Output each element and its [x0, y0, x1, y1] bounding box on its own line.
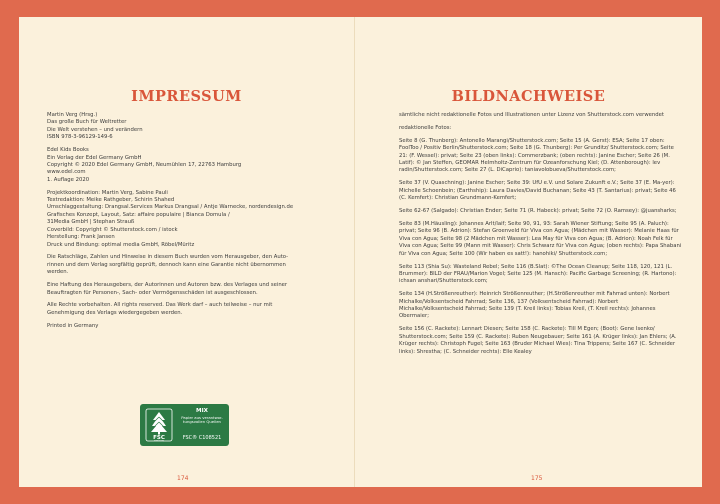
page-number: 175 [531, 475, 543, 482]
impressum-line: 31Media GmbH | Stephan Strauß [47, 219, 135, 226]
impressum-line: Das große Buch für Weltretter [47, 119, 127, 126]
impressum-line: Druck und Bindung: optimal media GmbH, Röbel/Müritz [47, 241, 195, 248]
impressum-line: Copyright © 2020 Edel Germany GmbH, Neumühlen 17, 22763 Hamburg [47, 161, 242, 168]
fsc-tree-logo-icon [145, 408, 173, 442]
fsc-license-code: FSC® C108521 [182, 435, 222, 441]
fsc-url: www.fsc.org [154, 441, 164, 442]
impressum-heading: IMPRESSUM [131, 88, 242, 105]
impressum-block [47, 147, 329, 184]
fsc-label [140, 404, 229, 446]
impressum-line: rinnen und dem Verlag sorgfältig geprüft, dennoch kann eine Garantie nicht übernommen [47, 261, 286, 268]
impressum-line: Herstellung: Frank Jansen [47, 234, 115, 241]
credit-paragraph: Seite 134 (H.Strößenreuther): Heinrich Strößenreuther; (H.Strößenreuther mit Fahrrad unten): Norbert Michalke/Volksentscheid Fahrrad; Seite 136, 137 (Volksentscheid Fahrrad): Norbert Michalke/Volksentscheid Fahrrad; Seite 139 (T. Kreil links): Tobias Kreil, (T. Kreil rechts): Johannes Obermaier; [399, 291, 670, 320]
impressum-line: Textredaktion: Meike Rathgeber, Schirin Shahed [47, 197, 175, 204]
page-number: 174 [177, 475, 189, 482]
credit-paragraph: sämtliche nicht redaktionelle Fotos und Illustrationen unter Lizenz von Shutterstock.com verwendet [399, 112, 664, 118]
fsc-desc-line: tungsvollen Quellen [183, 419, 221, 425]
credit-paragraph: Seite 37 (V. Quaschning): Janine Escher; Seite 39: UfU e.V. und Solare Zukunft e.V.; Seite 37 (E. Ma-yer): Michelle Schoenbein; (Earthship): Laura Davies/David Buchanan; Seite 43 (T. Santarius): privat; Seite 46 (C. Kemfert): Christian Grundmann-Kemfert; [399, 180, 676, 202]
impressum-line: www.edel.com [47, 169, 86, 176]
impressum-line: werden. [47, 269, 69, 276]
impressum-line: Projektkoordination: Martin Verg, Sabine Pauli [47, 189, 168, 196]
impressum-line: Grafisches Konzept, Layout, Satz: affaire populaire | Bianca Domula / [47, 211, 230, 218]
right-page [354, 17, 702, 487]
impressum-block [47, 254, 329, 276]
credit-paragraph: Seite 8 (G. Thunberg): Antonello Marangi/Shutterstock.com; Seite 15 (A. Gerst): ESA; Seite 17 oben: FoolToo / Positiv Berlin/Shutterstock.com; Seite 18 (G. Thunberg): Per Grunditz/ Shutterstock.com; Seite 21: (F. Wessel): privat; Seite 23 (oben links): Commerzbank; (oben rechts): Janine Escher; Seite 26 (M. Latif): © Jan Steffen, GEOMAR Helmholtz-Zentrum für Ozeanforschung Kiel; (D. Attenborough): lev radin/Shutterstock.com; Seite 27 (L. DiCaprio): taniavolobueva/Shutterstock.com; [399, 137, 674, 174]
fsc-description [178, 416, 226, 425]
impressum-line: Martin Verg (Hrsg.) [47, 112, 98, 118]
impressum-line: Coverbild: Copyright © Shutterstock.com / istock [47, 226, 178, 233]
fsc-logo-text: FSC [153, 435, 165, 441]
impressum-block [47, 190, 329, 249]
credit-paragraph: Seite 62-67 (Salgado): Christian Ender; Seite 71 (R. Habeck): privat; Seite 72 (O. Ramsey): @juansharks; [399, 208, 677, 215]
impressum-line: Edel Kids Books [47, 147, 89, 154]
credit-paragraph: redaktionelle Fotos: [399, 124, 452, 131]
impressum-line: Umschlaggestaltung: Drangsal.Services Markus Drangsal / Antje Warnecke, nordendesign.de [47, 204, 294, 211]
bildnachweise-heading: BILDNACHWEISE [451, 88, 606, 105]
impressum-block [47, 323, 329, 330]
credit-paragraph: Seite 113 (Shia Su): Wasteland Rebel; Seite 116 (B.Slat): ©The Ocean Cleanup; Seite 118, 120, 121 (L. Brummer): BILD der FRAU/Marion Vogel; Seite 125 (M. Hansch): Pacific Garbage Screening; (R. Hartono): ichsan anshari/Shutterstock.com; [399, 263, 677, 285]
bildnachweise-text [399, 112, 684, 361]
credit-paragraph: Seite 83 (M.Häusling): Johannes Arlt/laif; Seite 90, 91, 93: Sarah Wiener Stiftung; Seite 95 (A. Paluch): privat; Seite 96 (B. Adrion): Stefan Groenveld für Viva con Agua; (Mädchen mit Wasser): Melanie Haas für Viva con Agua; Seite 98 (2 Mädchen mit Wasser): Lea May für Viva con Agua; (B. Adrion): Noah Felk für Viva con Agua; Seite 99 (Mann mit Wasser): Chris Schwarz für Viva con Agua; (oben rechts): Papa Shabani für Viva con Agua; Seite 100 (Wir haben es satt!): hanohiki/ Shutterstock.com; [399, 220, 682, 257]
impressum-text [47, 112, 329, 336]
impressum-block [47, 112, 329, 142]
fsc-desc-line: Papier aus verantwor- [181, 415, 223, 420]
impressum-line: Ein Verlag der Edel Germany GmbH [47, 154, 142, 161]
impressum-line: Die Ratschläge, Zahlen und Hinweise in diesem Buch wurden vom Herausgeber, den Auto- [47, 254, 289, 261]
left-page [19, 17, 354, 487]
impressum-line: ISBN 978-3-96129-149-6 [47, 134, 113, 141]
impressum-line: Alle Rechte vorbehalten. All rights reserved. Das Werk darf – auch teilweise – nur mit [47, 302, 273, 309]
fsc-mix-label: MIX [196, 408, 208, 414]
impressum-line: Beauftragten für Personen-, Sach- oder Vermögensschäden ist ausgeschlossen. [47, 289, 258, 296]
impressum-line: Genehmigung des Verlags wiedergegeben werden. [47, 309, 183, 316]
impressum-block [47, 282, 329, 297]
impressum-block [47, 302, 329, 317]
impressum-line: Die Welt verstehen – und verändern [47, 126, 143, 133]
credit-paragraph: Seite 156 (C. Rackete): Lennart Diesen; Seite 158 (C. Rackete): Till M Egen; (Boot): Gene Isenko/ Shutterstock.com; Seite 159 (C. Rackete): Ruben Neugebauer; Seite 161 (A. Krüger links): Jan Ehlers; (A. Krüger rechts): Christoph Fugel; Seite 163 (Bruder Michael Wies): Tina Trippens; Seite 167 (C. Schneider links): Shrestha; (C. Schneider rechts): Elle Kealey [399, 326, 677, 355]
impressum-line: 1. Auflage 2020 [47, 176, 90, 183]
impressum-line: Eine Haftung des Herausgebers, der Autorinnen und Autoren bzw. des Verlages und seiner [47, 282, 288, 289]
impressum-line: Printed in Germany [47, 322, 99, 329]
